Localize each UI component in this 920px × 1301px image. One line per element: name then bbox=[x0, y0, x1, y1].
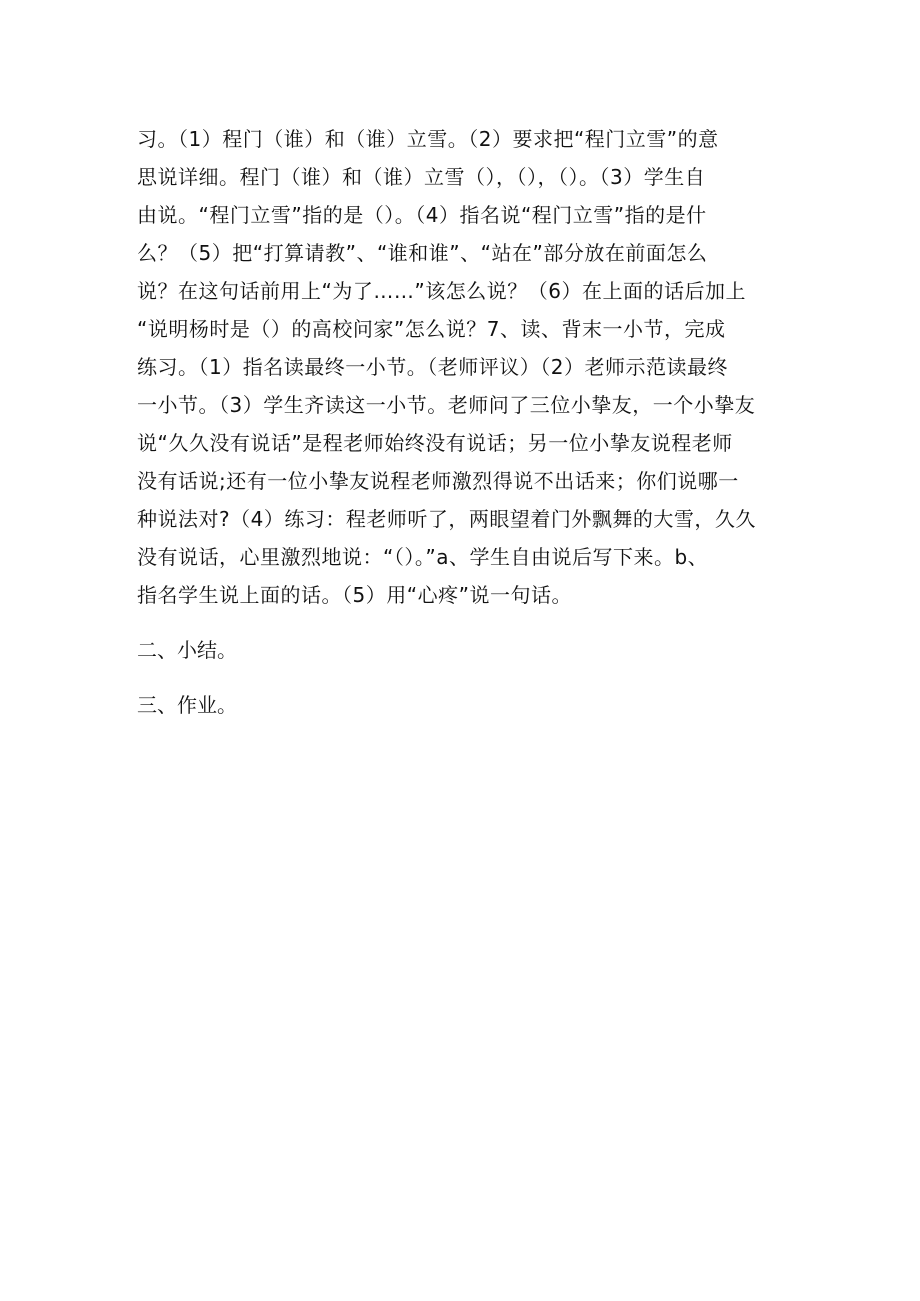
paragraph-line: 没有说话，心里激烈地说：“（）。”a、学生自由说后写下来。b、 bbox=[137, 545, 709, 569]
paragraph-line: 说？在这句话前用上“为了……”该怎么说？（6）在上面的话后加上 bbox=[137, 279, 746, 303]
paragraph-line: 思说详细。程门（谁）和（谁）立雪（），（），（）。（3）学生自 bbox=[137, 165, 706, 189]
paragraph-line: 么？（5）把“打算请教”、“谁和谁”、“站在”部分放在前面怎么 bbox=[137, 241, 708, 265]
document-body bbox=[137, 120, 797, 724]
paragraph-line: 指名学生说上面的话。（5）用“心疼”说一句话。 bbox=[137, 583, 572, 607]
paragraph-line: 种说法对?（4）练习：程老师听了，两眼望着门外飘舞的大雪，久久 bbox=[137, 507, 756, 531]
section-heading-summary: 二、小结。 bbox=[137, 638, 237, 662]
paragraph-line: 由说。“程门立雪”指的是（）。（4）指名说“程门立雪”指的是什 bbox=[137, 203, 707, 227]
paragraph-line: 说“久久没有说话”是程老师始终没有说话；另一位小挚友说程老师 bbox=[137, 431, 733, 455]
section-heading-homework: 三、作业。 bbox=[137, 693, 237, 717]
paragraph-line: 练习。（1）指名读最终一小节。（老师评议）（2）老师示范读最终 bbox=[137, 355, 728, 379]
paragraph-line: 没有话说;还有一位小挚友说程老师激烈得说不出话来；你们说哪一 bbox=[137, 469, 739, 493]
paragraph-line: 习。（1）程门（谁）和（谁）立雪。（2）要求把“程门立雪”的意 bbox=[137, 127, 719, 151]
paragraph-line: 一小节。（3）学生齐读这一小节。老师问了三位小挚友，一个小挚友 bbox=[137, 393, 756, 417]
paragraph-line: “说明杨时是（）的高校问家”怎么说？7、读、背末一小节，完成 bbox=[137, 317, 726, 341]
